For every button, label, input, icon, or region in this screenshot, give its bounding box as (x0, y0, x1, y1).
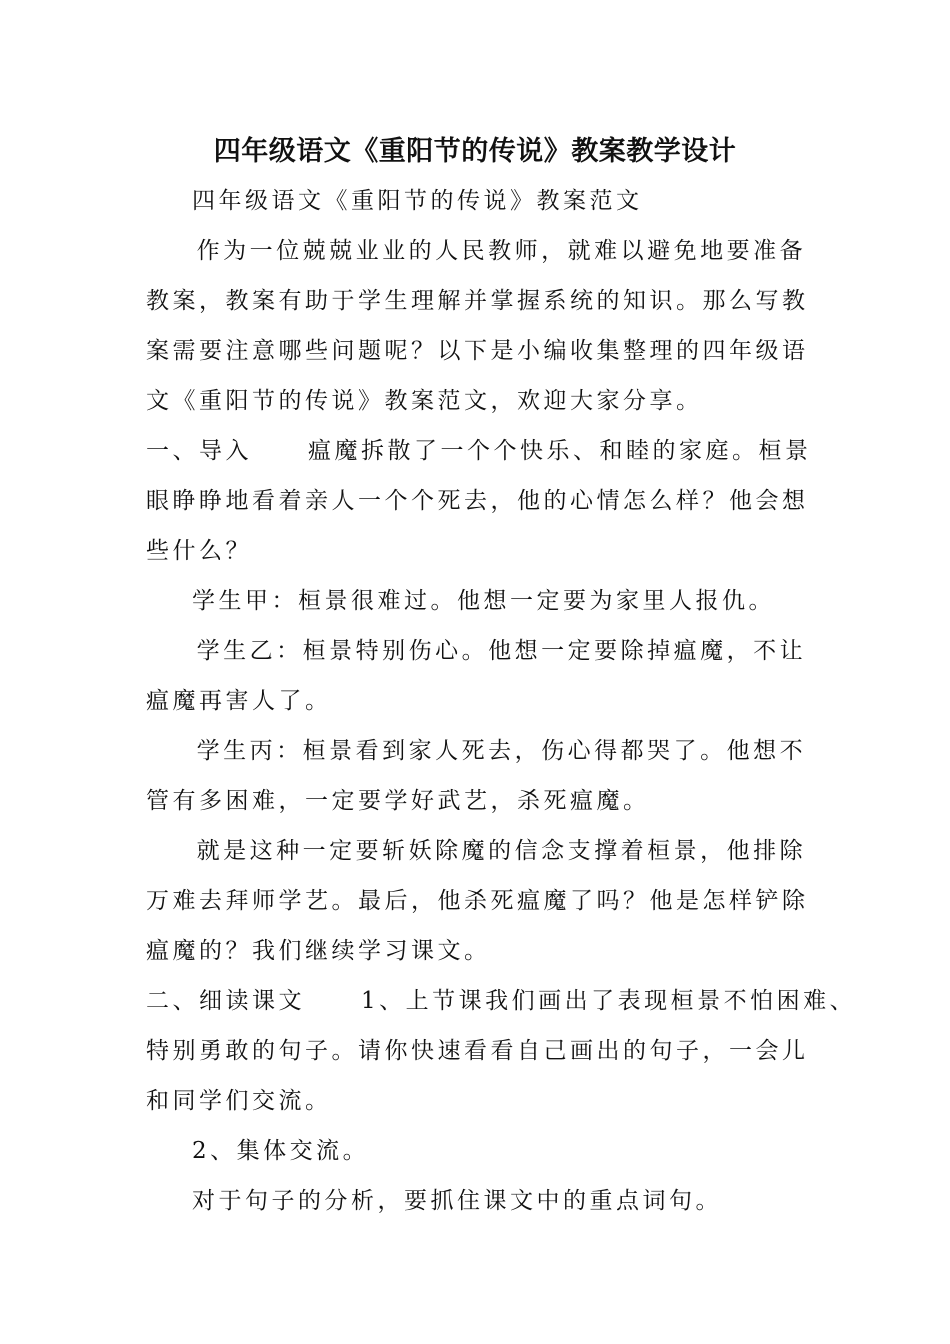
step2-line: 2、集体交流。 (192, 1138, 370, 1164)
student-c-line-1: 学生丙：桓景看到家人死去，伤心得都哭了。他想不 (196, 738, 807, 764)
section1-heading: 一、导入 (146, 438, 252, 464)
document-body (146, 176, 857, 1226)
document-title: 四年级语文《重阳节的传说》教案教学设计 (213, 136, 737, 167)
section1-line-3: 些什么？ (146, 538, 252, 564)
student-c-line-2: 管有多困难，一定要学好武艺，杀死瘟魔。 (146, 788, 650, 814)
intro-line-1: 作为一位兢兢业业的人民教师，就难以避免地要准备 (196, 238, 807, 264)
section2-line-1 (146, 976, 857, 1026)
transition-line-1: 就是这种一定要斩妖除魔的信念支撑着桓景，他排除 (196, 838, 807, 864)
section2-line-3: 和同学们交流。 (146, 1088, 332, 1114)
intro-line-4: 文《重阳节的传说》教案范文，欢迎大家分享。 (146, 388, 703, 414)
section2-heading: 二、细读课文 (146, 988, 305, 1014)
section2-line-2: 特别勇敢的句子。请你快速看看自己画出的句子，一会儿 (146, 1038, 809, 1064)
student-a-line: 学生甲：桓景很难过。他想一定要为家里人报仇。 (192, 588, 775, 614)
student-b-line-2: 瘟魔再害人了。 (146, 688, 332, 714)
section1-text-1: 瘟魔拆散了一个个快乐、和睦的家庭。桓景 (308, 438, 812, 464)
subtitle: 四年级语文《重阳节的传说》教案范文 (192, 188, 643, 214)
transition-line-2: 万难去拜师学艺。最后，他杀死瘟魔了吗？他是怎样铲除 (146, 888, 809, 914)
transition-line-3: 瘟魔的？我们继续学习课文。 (146, 938, 491, 964)
section1-line-1 (146, 426, 841, 476)
analysis-line: 对于句子的分析，要抓住课文中的重点词句。 (192, 1188, 722, 1214)
intro-line-2: 教案，教案有助于学生理解并掌握系统的知识。那么写教 (146, 288, 809, 314)
intro-line-3: 案需要注意哪些问题呢？以下是小编收集整理的四年级语 (146, 338, 809, 364)
student-b-line-1: 学生乙：桓景特别伤心。他想一定要除掉瘟魔，不让 (196, 638, 807, 664)
section1-line-2: 眼睁睁地看着亲人一个个死去，他的心情怎么样？他会想 (146, 488, 809, 514)
section2-text-1: 1、上节课我们画出了表现桓景不怕困难、 (361, 988, 857, 1014)
